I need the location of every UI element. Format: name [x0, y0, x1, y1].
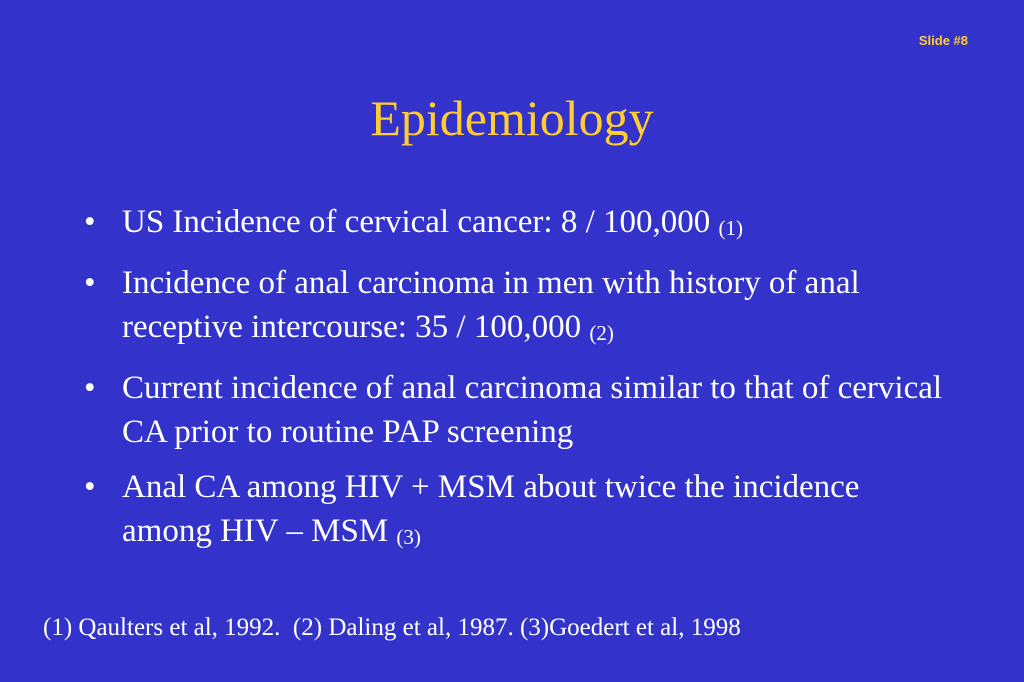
reference-marker: (3) [396, 525, 421, 549]
bullet-dot: • [84, 204, 96, 240]
footnote-references: (1) Qaulters et al, 1992. (2) Daling et al, 1987. (3)Goedert et al, 1998 [43, 614, 741, 641]
bullet-text: Current incidence of anal carcinoma similar to that of cervical CA prior to routine PAP screening [122, 370, 943, 450]
bullet-dot: • [84, 469, 96, 505]
bullet-item [84, 465, 944, 559]
bullet-item [84, 261, 944, 355]
reference-marker: (1) [718, 216, 743, 240]
bullet-list [84, 200, 944, 570]
slide-title: Epidemiology [370, 90, 654, 146]
bullet-item [84, 200, 944, 250]
bullet-dot: • [84, 370, 96, 406]
bullet-text: Incidence of anal carcinoma in men with history of anal receptive intercourse: 35 / 100,000 [122, 265, 860, 345]
bullet-text: US Incidence of cervical cancer: 8 / 100,000 [122, 204, 719, 240]
slide-number: Slide #8 [918, 33, 968, 48]
bullet-item [84, 366, 944, 454]
reference-marker: (2) [589, 321, 614, 345]
bullet-dot: • [84, 265, 96, 301]
bullet-text: Anal CA among HIV + MSM about twice the incidence among HIV – MSM [122, 469, 860, 549]
